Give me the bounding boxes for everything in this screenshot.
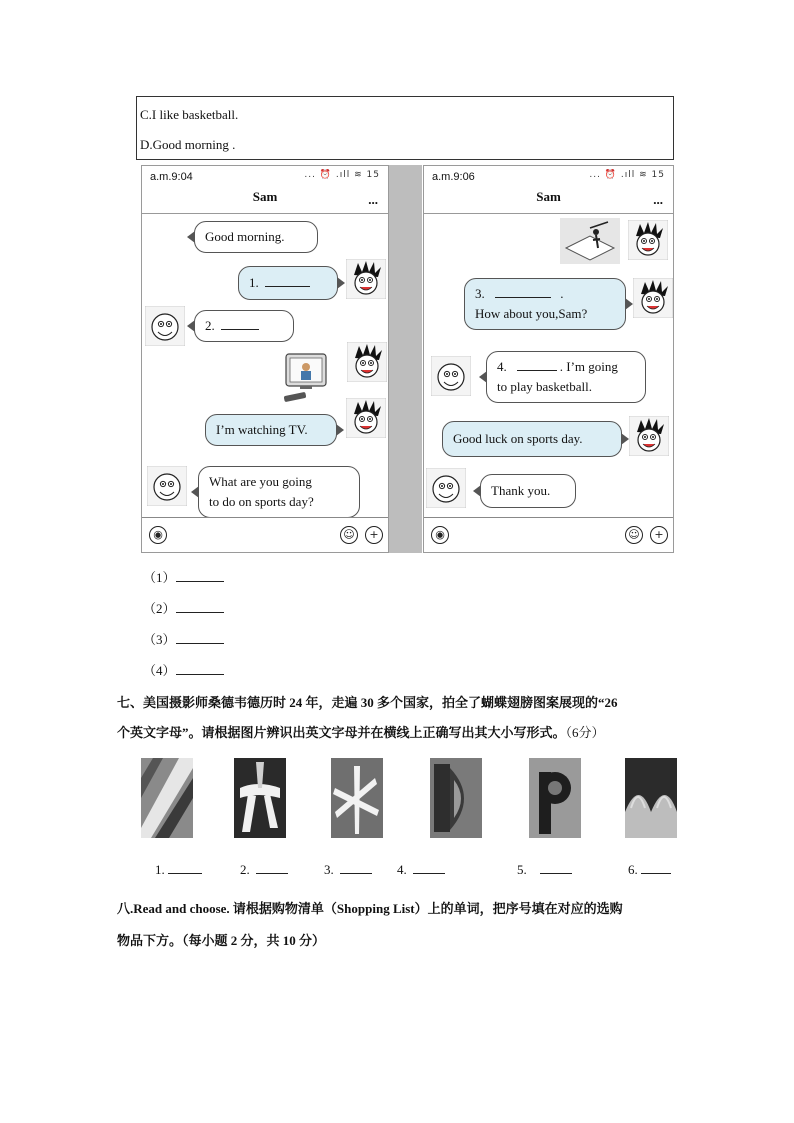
section-7-line2 — [117, 722, 605, 741]
message-text: Good morning. — [205, 229, 285, 244]
blank-label: 6. — [628, 862, 638, 877]
plus-icon[interactable]: + — [650, 526, 668, 544]
tv-picture-icon — [280, 352, 330, 404]
letter-blank-2 — [240, 862, 288, 878]
answer-blank[interactable] — [176, 674, 224, 675]
message-watching-tv — [205, 414, 337, 446]
emoji-icon[interactable]: ☺ — [625, 526, 643, 544]
letter-blank-5 — [517, 862, 572, 878]
section-7-line1: 七、美国摄影师桑德韦德历时 24 年，走遍 30 多个国家，拍全了蝴蝶翅膀图案展现的“26 — [117, 695, 618, 710]
boy-spiky-avatar-icon — [633, 278, 673, 318]
boy-spiky-avatar-icon — [629, 416, 669, 456]
answer-label: （2） — [143, 601, 176, 616]
boy-spiky-avatar-icon — [347, 342, 387, 382]
boy-spiky-avatar-icon — [346, 259, 386, 299]
letter-blank-4 — [397, 862, 445, 878]
bald-boy-avatar-icon — [147, 466, 187, 506]
blank-3-period: . — [560, 286, 564, 301]
blank-2-number: 2. — [205, 318, 215, 333]
voice-icon[interactable]: ◉ — [149, 526, 167, 544]
letter-blank-6 — [628, 862, 671, 878]
letter-blank-line[interactable] — [256, 873, 288, 874]
contact-name: Sam — [536, 189, 561, 204]
letter-blank-line[interactable] — [413, 873, 445, 874]
boy-spiky-avatar-icon — [628, 220, 668, 260]
bald-boy-avatar-icon — [426, 468, 466, 508]
message-text: I’m watching TV. — [216, 422, 308, 437]
status-time: a.m.9:06 — [432, 171, 475, 183]
emoji-icon[interactable]: ☺ — [340, 526, 358, 544]
section-7-score: （6分） — [565, 725, 605, 740]
message-text-line2: How about you,Sam? — [475, 306, 588, 321]
message-blank-2 — [194, 310, 294, 342]
status-icons: ... ⏰ .ıll ≋ 15 — [589, 170, 665, 180]
status-icons: ... ⏰ .ıll ≋ 15 — [304, 170, 380, 180]
more-menu-icon[interactable]: ... — [368, 192, 378, 207]
letter-blank-line[interactable] — [641, 873, 671, 874]
contact-name: Sam — [252, 189, 278, 204]
blank-label: 3. — [324, 862, 334, 877]
section-7-line2-text: 个英文字母”。请根据图片辨识出英文字母并在横线上正确写出其大小写形式。 — [117, 725, 566, 740]
blank-label: 1. — [155, 862, 165, 877]
plus-icon[interactable]: + — [365, 526, 383, 544]
blank-4-number: 4. — [497, 359, 507, 374]
butterfly-letter-image-5 — [529, 758, 581, 838]
blank-label: 5. — [517, 862, 527, 877]
answer-label: （1） — [143, 570, 176, 585]
message-text: Thank you. — [491, 483, 551, 498]
answer-blank[interactable] — [176, 581, 224, 582]
butterfly-letter-image-1 — [141, 758, 193, 838]
butterfly-letter-image-6 — [625, 758, 677, 838]
option-c: C.I like basketball. — [140, 107, 239, 122]
butterfly-letter-image-4 — [430, 758, 482, 838]
section-8-line1: 八.Read and choose. 请根据购物清单（Shopping List）上的单词，把序号填在对应的选购 — [117, 901, 623, 916]
blank-3-number: 3. — [475, 286, 485, 301]
message-good-morning — [194, 221, 318, 253]
message-text-line1: What are you going — [209, 474, 312, 489]
answer-label: （4） — [143, 663, 176, 678]
options-box — [136, 96, 674, 160]
phone-right — [423, 165, 674, 553]
phone-separator — [389, 165, 422, 553]
message-text-line2: to play basketball. — [497, 379, 592, 394]
message-blank-1 — [238, 266, 338, 300]
message-text: Good luck on sports day. — [453, 431, 583, 446]
section-8-line2: 物品下方。（每小题 2 分，共 10 分） — [117, 933, 326, 948]
input-bar — [424, 517, 673, 552]
answer-blank[interactable] — [176, 643, 224, 644]
answer-blank[interactable] — [176, 612, 224, 613]
more-menu-icon[interactable]: ... — [653, 192, 663, 207]
answer-line-4 — [143, 660, 224, 679]
header-divider — [424, 213, 673, 214]
letter-blank-3 — [324, 862, 372, 878]
phone-left — [141, 165, 389, 553]
blank-3-line[interactable] — [495, 297, 551, 298]
answer-line-3 — [143, 629, 224, 648]
message-sports-day-question — [198, 466, 360, 518]
answer-label: （3） — [143, 632, 176, 647]
blank-label: 4. — [397, 862, 407, 877]
message-blank-3 — [464, 278, 626, 330]
status-time: a.m.9:04 — [150, 171, 193, 183]
message-blank-4 — [486, 351, 646, 403]
bald-boy-avatar-icon — [431, 356, 471, 396]
header-divider — [142, 213, 388, 214]
message-text: . I’m going — [559, 359, 618, 374]
letter-blank-line[interactable] — [168, 873, 202, 874]
blank-1-number: 1. — [249, 275, 259, 290]
blank-label: 2. — [240, 862, 250, 877]
message-text-line2: to do on sports day? — [209, 494, 314, 509]
blank-2-line[interactable] — [221, 329, 259, 330]
letter-blank-1 — [155, 862, 202, 878]
butterfly-letter-image-2 — [234, 758, 286, 838]
answer-line-2 — [143, 598, 224, 617]
blank-1-line[interactable] — [265, 286, 310, 287]
blank-4-line[interactable] — [517, 370, 557, 371]
voice-icon[interactable]: ◉ — [431, 526, 449, 544]
answer-line-1 — [143, 567, 224, 586]
message-good-luck — [442, 421, 622, 457]
input-bar — [142, 517, 388, 552]
option-d: D.Good morning . — [140, 137, 236, 152]
sports-day-picture-icon — [560, 218, 620, 264]
boy-spiky-avatar-icon — [346, 398, 386, 438]
letter-blank-line[interactable] — [340, 873, 372, 874]
butterfly-letter-image-3 — [331, 758, 383, 838]
bald-boy-avatar-icon — [145, 306, 185, 346]
letter-blank-line[interactable] — [540, 873, 572, 874]
message-thank-you — [480, 474, 576, 508]
